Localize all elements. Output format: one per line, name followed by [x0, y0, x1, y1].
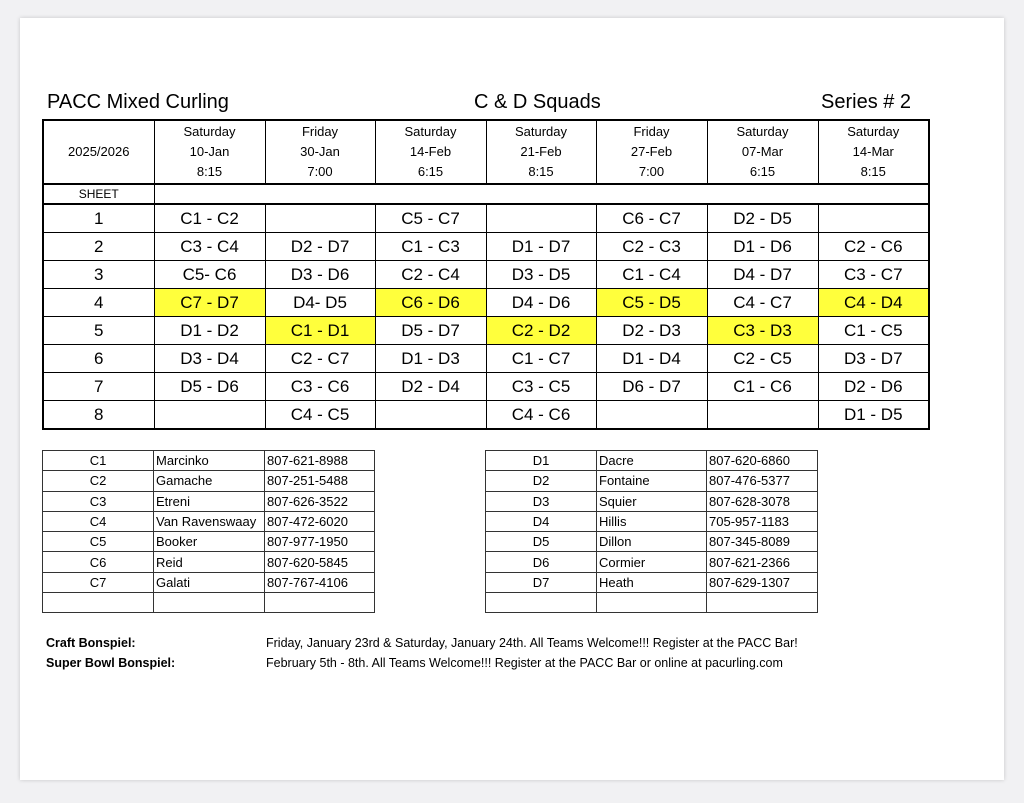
team-code — [486, 593, 597, 613]
team-row — [486, 593, 818, 613]
date-header-day: Saturday — [736, 124, 789, 139]
game-cell: C1 - C5 — [818, 317, 929, 345]
team-name: Squier — [597, 491, 707, 511]
game-cell — [154, 401, 265, 430]
note-text: February 5th - 8th. All Teams Welcome!!! Register at the PACC Bar or online at pacurling.com — [266, 656, 783, 670]
game-cell: C1 - C4 — [596, 261, 707, 289]
game-cell: C3 - C6 — [265, 373, 375, 401]
team-code: C3 — [43, 491, 154, 511]
team-row — [43, 471, 375, 491]
game-cell: C1 - D1 — [265, 317, 375, 345]
team-name — [597, 593, 707, 613]
game-cell: C7 - D7 — [154, 289, 265, 317]
team-phone: 807-628-3078 — [707, 491, 818, 511]
team-phone: 807-476-5377 — [707, 471, 818, 491]
team-phone: 807-621-2366 — [707, 552, 818, 572]
team-name: Dacre — [597, 451, 707, 471]
date-header — [486, 120, 596, 184]
game-cell — [707, 401, 818, 430]
game-cell: C6 - D6 — [375, 289, 486, 317]
game-cell: D1 - D5 — [818, 401, 929, 430]
team-phone: 807-626-3522 — [265, 491, 375, 511]
team-row — [486, 451, 818, 471]
date-header-day: Saturday — [847, 124, 900, 139]
game-cell: D2 - D7 — [265, 233, 375, 261]
game-cell: D3 - D6 — [265, 261, 375, 289]
game-cell — [265, 204, 375, 233]
team-row — [43, 552, 375, 572]
date-header — [818, 120, 929, 184]
team-name: Marcinko — [154, 451, 265, 471]
date-header-time: 6:15 — [749, 164, 776, 179]
date-header — [154, 120, 265, 184]
game-cell: C1 - C7 — [486, 345, 596, 373]
game-cell — [818, 204, 929, 233]
game-cell: D3 - D4 — [154, 345, 265, 373]
date-header-date: 27-Feb — [630, 144, 673, 159]
date-header-day: Friday — [301, 124, 339, 139]
game-cell: C5 - D5 — [596, 289, 707, 317]
game-cell: D3 - D5 — [486, 261, 596, 289]
game-cell: D1 - D4 — [596, 345, 707, 373]
team-row — [43, 572, 375, 592]
date-header-time: 7:00 — [638, 164, 665, 179]
team-name: Galati — [154, 572, 265, 592]
team-phone: 705-957-1183 — [707, 511, 818, 531]
team-row — [43, 593, 375, 613]
sheet-label: SHEET — [43, 184, 154, 204]
c-teams-table — [42, 450, 375, 613]
team-row — [43, 532, 375, 552]
team-phone: 807-472-6020 — [265, 511, 375, 531]
schedule-row — [43, 289, 929, 317]
team-name: Cormier — [597, 552, 707, 572]
sheet-number: 1 — [43, 204, 154, 233]
team-name: Reid — [154, 552, 265, 572]
team-name: Booker — [154, 532, 265, 552]
team-code: D5 — [486, 532, 597, 552]
team-phone: 807-767-4106 — [265, 572, 375, 592]
game-cell: C4 - C6 — [486, 401, 596, 430]
team-code: C7 — [43, 572, 154, 592]
date-header-date: 21-Feb — [520, 144, 562, 159]
sheet-label-spacer — [154, 184, 929, 204]
game-cell: D4 - D6 — [486, 289, 596, 317]
team-name: Van Ravenswaay — [154, 511, 265, 531]
schedule-row — [43, 233, 929, 261]
team-name: Gamache — [154, 471, 265, 491]
sheet-number: 6 — [43, 345, 154, 373]
game-cell: C4 - C5 — [265, 401, 375, 430]
date-header — [596, 120, 707, 184]
team-code: C4 — [43, 511, 154, 531]
team-name: Hillis — [597, 511, 707, 531]
date-header — [707, 120, 818, 184]
date-header-day: Saturday — [514, 124, 568, 139]
date-header-date: 14-Mar — [852, 144, 894, 159]
team-code: C1 — [43, 451, 154, 471]
date-header-time: 6:15 — [417, 164, 444, 179]
team-code — [43, 593, 154, 613]
date-header — [375, 120, 486, 184]
game-cell — [486, 204, 596, 233]
date-header-date: 30-Jan — [300, 144, 340, 159]
game-cell: D2 - D4 — [375, 373, 486, 401]
team-name: Etreni — [154, 491, 265, 511]
d-teams-table — [485, 450, 818, 613]
game-cell: D4 - D7 — [707, 261, 818, 289]
game-cell: C2 - D2 — [486, 317, 596, 345]
game-cell: C6 - C7 — [596, 204, 707, 233]
team-phone: 807-629-1307 — [707, 572, 818, 592]
team-code: D4 — [486, 511, 597, 531]
date-header-date: 07-Mar — [741, 144, 784, 159]
game-cell: D6 - D7 — [596, 373, 707, 401]
game-cell: D3 - D7 — [818, 345, 929, 373]
sheet-number: 7 — [43, 373, 154, 401]
season-label: 2025/2026 — [43, 120, 154, 184]
note-text: Friday, January 23rd & Saturday, January 24th. All Teams Welcome!!! Register at the PACC Bar! — [266, 636, 798, 650]
team-name: Fontaine — [597, 471, 707, 491]
game-cell — [596, 401, 707, 430]
team-row — [43, 491, 375, 511]
game-cell: C2 - C7 — [265, 345, 375, 373]
team-row — [486, 552, 818, 572]
game-cell: C3 - C7 — [818, 261, 929, 289]
team-phone: 807-251-5488 — [265, 471, 375, 491]
game-cell: C5 - C7 — [375, 204, 486, 233]
game-cell — [375, 401, 486, 430]
game-cell: D1 - D3 — [375, 345, 486, 373]
date-header-day: Saturday — [404, 124, 457, 139]
game-cell: D5 - D6 — [154, 373, 265, 401]
sheet-number: 4 — [43, 289, 154, 317]
team-code: D3 — [486, 491, 597, 511]
game-cell: C2 - C3 — [596, 233, 707, 261]
date-header-date: 14-Feb — [409, 144, 452, 159]
game-cell: C2 - C5 — [707, 345, 818, 373]
sheet-number: 5 — [43, 317, 154, 345]
game-cell: C3 - D3 — [707, 317, 818, 345]
game-cell: C1 - C2 — [154, 204, 265, 233]
team-code: C2 — [43, 471, 154, 491]
game-cell: D2 - D6 — [818, 373, 929, 401]
note-label: Craft Bonspiel: — [46, 636, 136, 650]
game-cell: D2 - D3 — [596, 317, 707, 345]
date-header-time: 7:00 — [307, 164, 333, 179]
game-cell: D4- D5 — [265, 289, 375, 317]
team-name: Heath — [597, 572, 707, 592]
team-code: D2 — [486, 471, 597, 491]
team-row — [486, 511, 818, 531]
team-phone: 807-620-6860 — [707, 451, 818, 471]
team-row — [43, 451, 375, 471]
sheet-number: 8 — [43, 401, 154, 430]
schedule-row — [43, 317, 929, 345]
schedule-row — [43, 345, 929, 373]
date-header-time: 8:15 — [860, 164, 886, 179]
schedule-row — [43, 401, 929, 430]
game-cell: C3 - C5 — [486, 373, 596, 401]
game-cell: C3 - C4 — [154, 233, 265, 261]
team-row — [486, 471, 818, 491]
team-name: Dillon — [597, 532, 707, 552]
series-title: Series # 2 — [821, 91, 912, 113]
game-cell: C4 - D4 — [818, 289, 929, 317]
schedule-row — [43, 373, 929, 401]
note-label: Super Bowl Bonspiel: — [46, 656, 176, 670]
game-cell: D1 - D7 — [486, 233, 596, 261]
date-header — [265, 120, 375, 184]
team-code: D1 — [486, 451, 597, 471]
team-row — [486, 532, 818, 552]
schedule-table — [42, 119, 930, 430]
team-row — [43, 511, 375, 531]
sheet-number: 3 — [43, 261, 154, 289]
squads-title: C & D Squads — [474, 91, 601, 113]
team-phone — [707, 593, 818, 613]
date-header-day: Saturday — [183, 124, 236, 139]
sheet-label-row — [43, 184, 929, 204]
date-header-time: 8:15 — [196, 164, 223, 179]
schedule-row — [43, 204, 929, 233]
game-cell: C1 - C3 — [375, 233, 486, 261]
game-cell: D5 - D7 — [375, 317, 486, 345]
team-code: C5 — [43, 532, 154, 552]
sheet-number: 2 — [43, 233, 154, 261]
team-code: D7 — [486, 572, 597, 592]
date-header-time: 8:15 — [528, 164, 554, 179]
game-cell: C2 - C4 — [375, 261, 486, 289]
team-phone — [265, 593, 375, 613]
date-header-day: Friday — [633, 124, 670, 139]
team-phone: 807-977-1950 — [265, 532, 375, 552]
team-code: C6 — [43, 552, 154, 572]
game-cell: D1 - D2 — [154, 317, 265, 345]
date-header-date: 10-Jan — [189, 144, 230, 159]
game-cell: C5- C6 — [154, 261, 265, 289]
team-code: D6 — [486, 552, 597, 572]
team-phone: 807-345-8089 — [707, 532, 818, 552]
game-cell: D1 - D6 — [707, 233, 818, 261]
league-title: PACC Mixed Curling — [47, 91, 229, 113]
game-cell: C1 - C6 — [707, 373, 818, 401]
team-row — [486, 572, 818, 592]
team-phone: 807-620-5845 — [265, 552, 375, 572]
schedule-row — [43, 261, 929, 289]
game-cell: C2 - C6 — [818, 233, 929, 261]
schedule-header-row — [43, 120, 929, 184]
team-row — [486, 491, 818, 511]
team-name — [154, 593, 265, 613]
game-cell: D2 - D5 — [707, 204, 818, 233]
team-phone: 807-621-8988 — [265, 451, 375, 471]
game-cell: C4 - C7 — [707, 289, 818, 317]
